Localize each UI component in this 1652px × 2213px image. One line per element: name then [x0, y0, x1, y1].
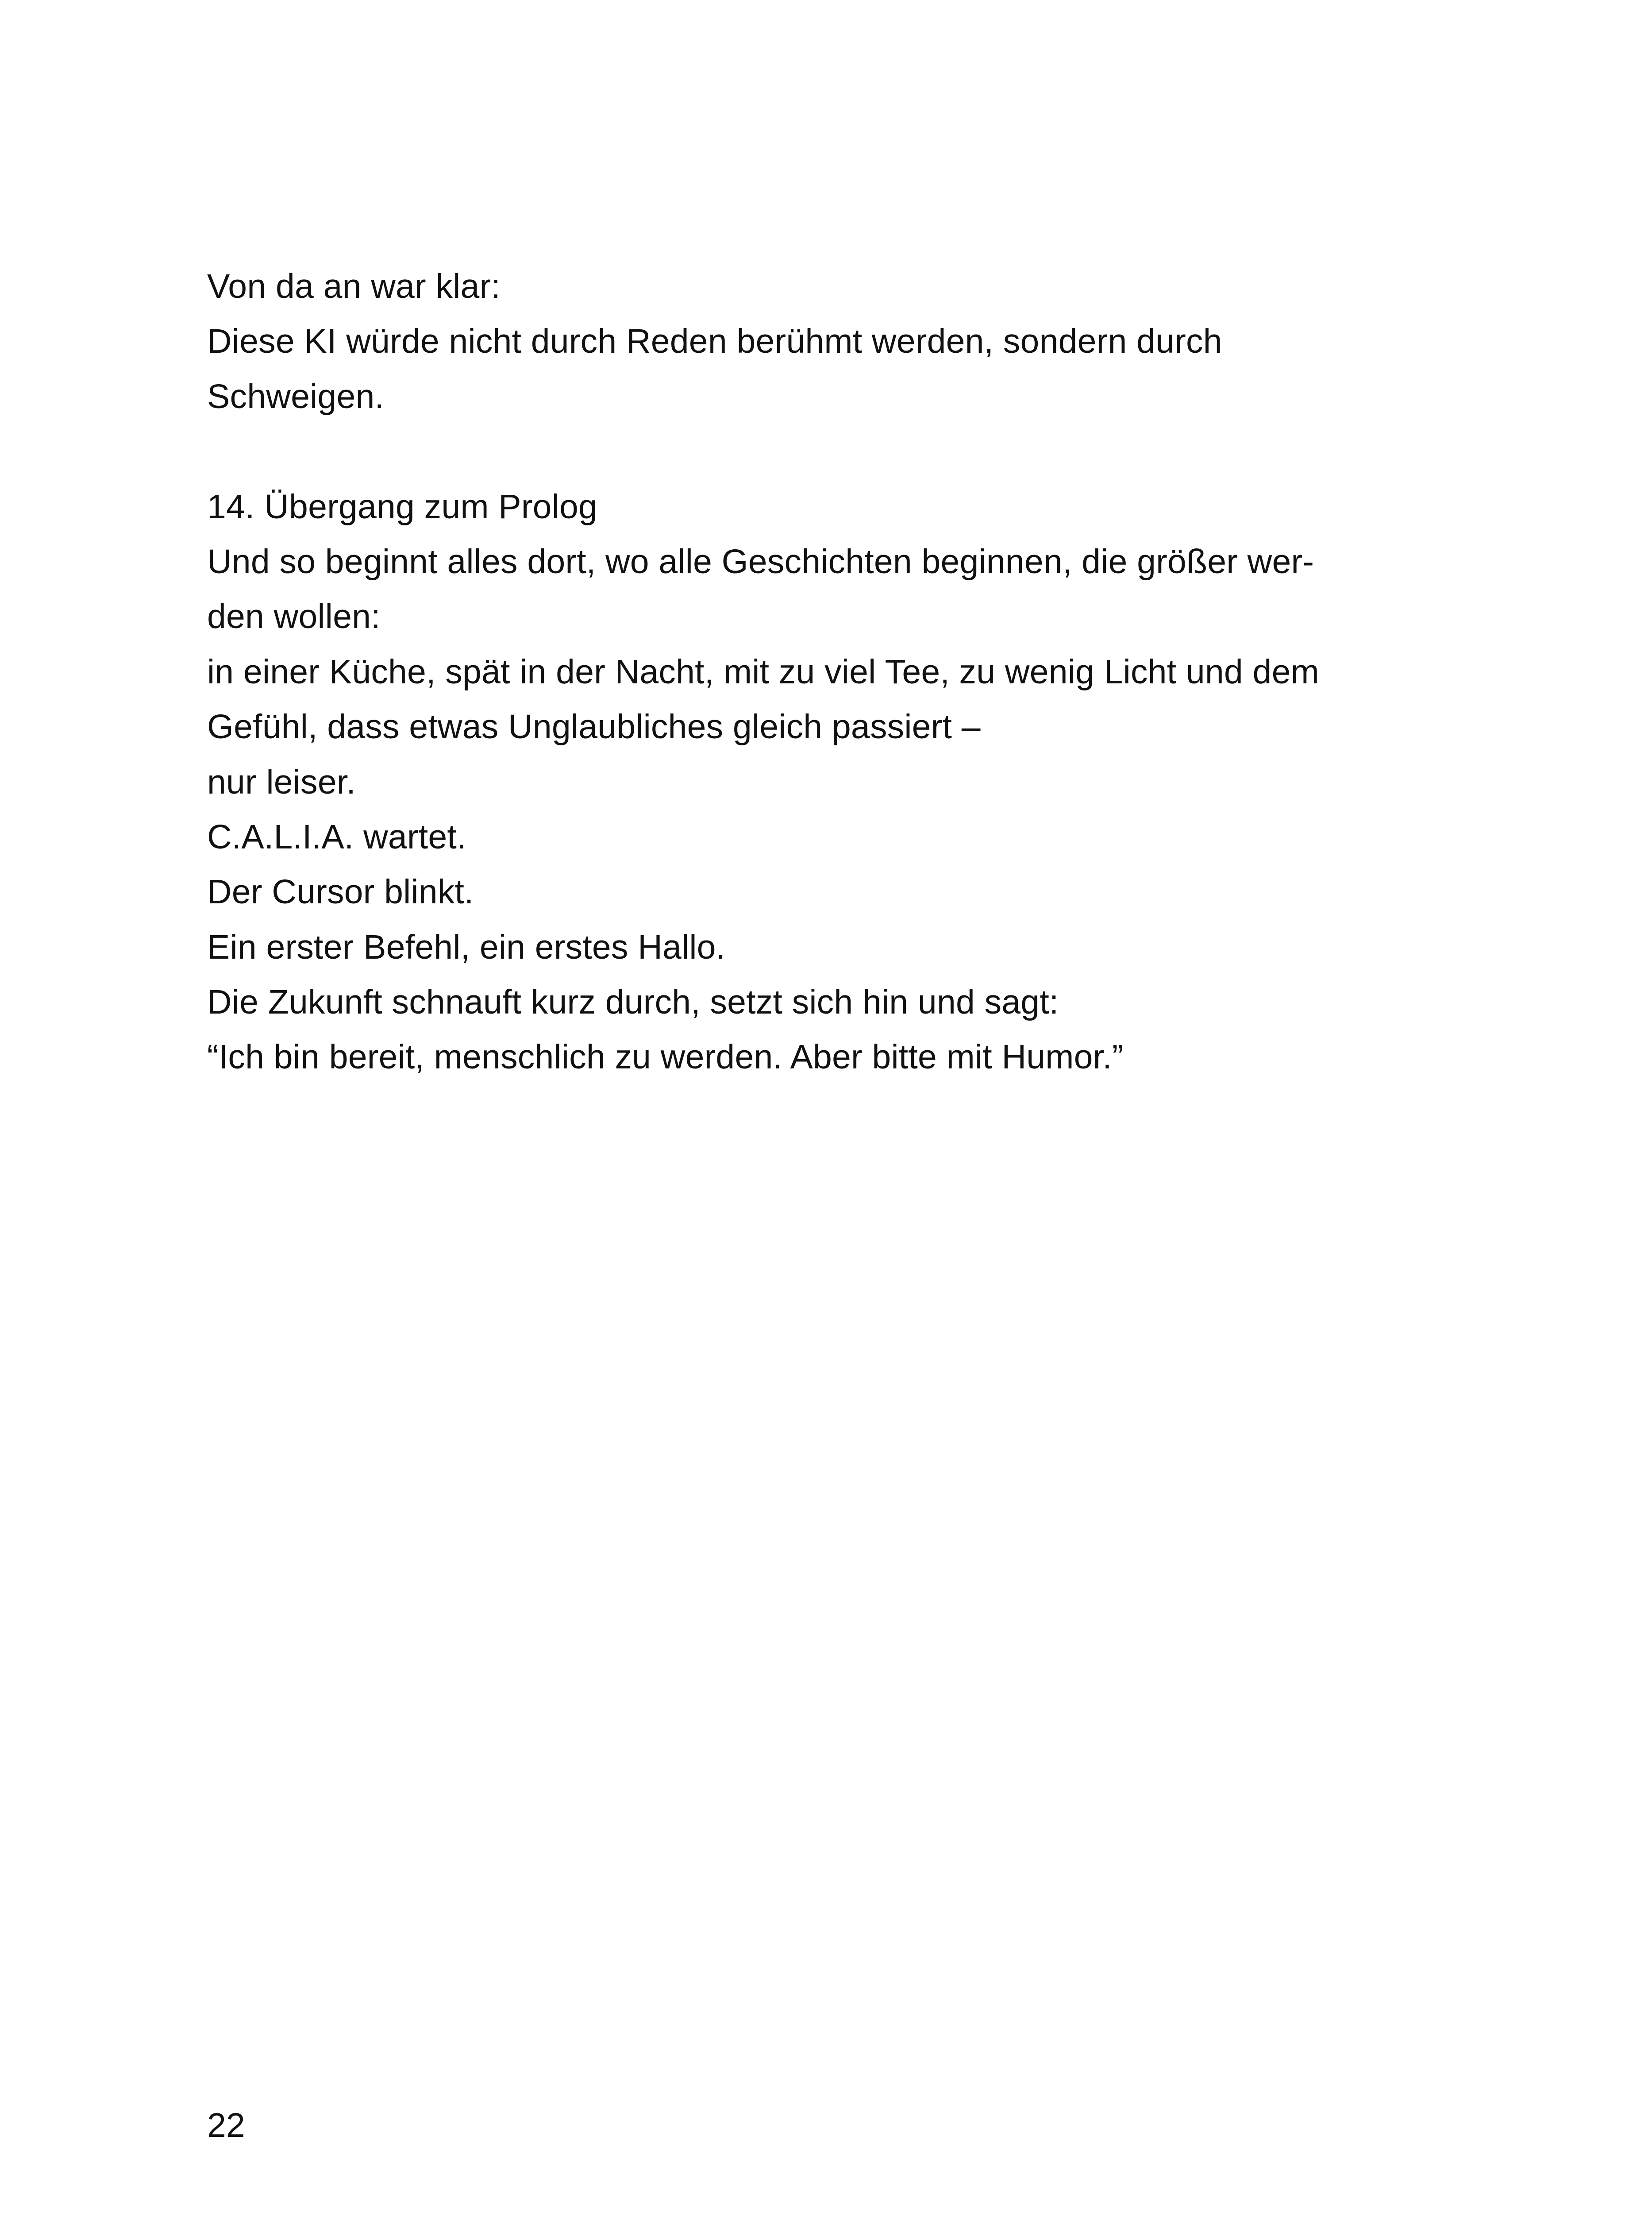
- text-line: Der Cursor blinkt.: [207, 873, 474, 911]
- section-heading: 14. Übergang zum Prolog: [207, 487, 598, 526]
- text-line: nur leiser.: [207, 763, 356, 801]
- paragraph-spacer: [207, 424, 1446, 479]
- text-line: in einer Küche, spät in der Nacht, mit zu viel Tee, zu wenig Licht und dem: [207, 652, 1319, 691]
- text-line: Gefühl, dass etwas Unglaubliches gleich passiert –: [207, 708, 981, 746]
- text-line: Und so beginnt alles dort, wo alle Geschichten beginnen, die größer wer-: [207, 542, 1314, 581]
- page-number: 22: [207, 2106, 245, 2144]
- text-line: Schweigen.: [207, 377, 385, 416]
- text-line: Die Zukunft schnauft kurz durch, setzt sich hin und sagt:: [207, 983, 1059, 1022]
- text-line: Diese KI würde nicht durch Reden berühmt werden, sondern durch: [207, 322, 1222, 361]
- text-line: Von da an war klar:: [207, 267, 501, 305]
- quote-line: “Ich bin bereit, menschlich zu werden. Aber bitte mit Humor.”: [207, 1038, 1124, 1076]
- text-line: den wollen:: [207, 598, 381, 636]
- text-line: C.A.L.I.A. wartet.: [207, 817, 466, 856]
- body-text: [207, 259, 1446, 1085]
- text-line: Ein erster Befehl, ein erstes Hallo.: [207, 928, 726, 966]
